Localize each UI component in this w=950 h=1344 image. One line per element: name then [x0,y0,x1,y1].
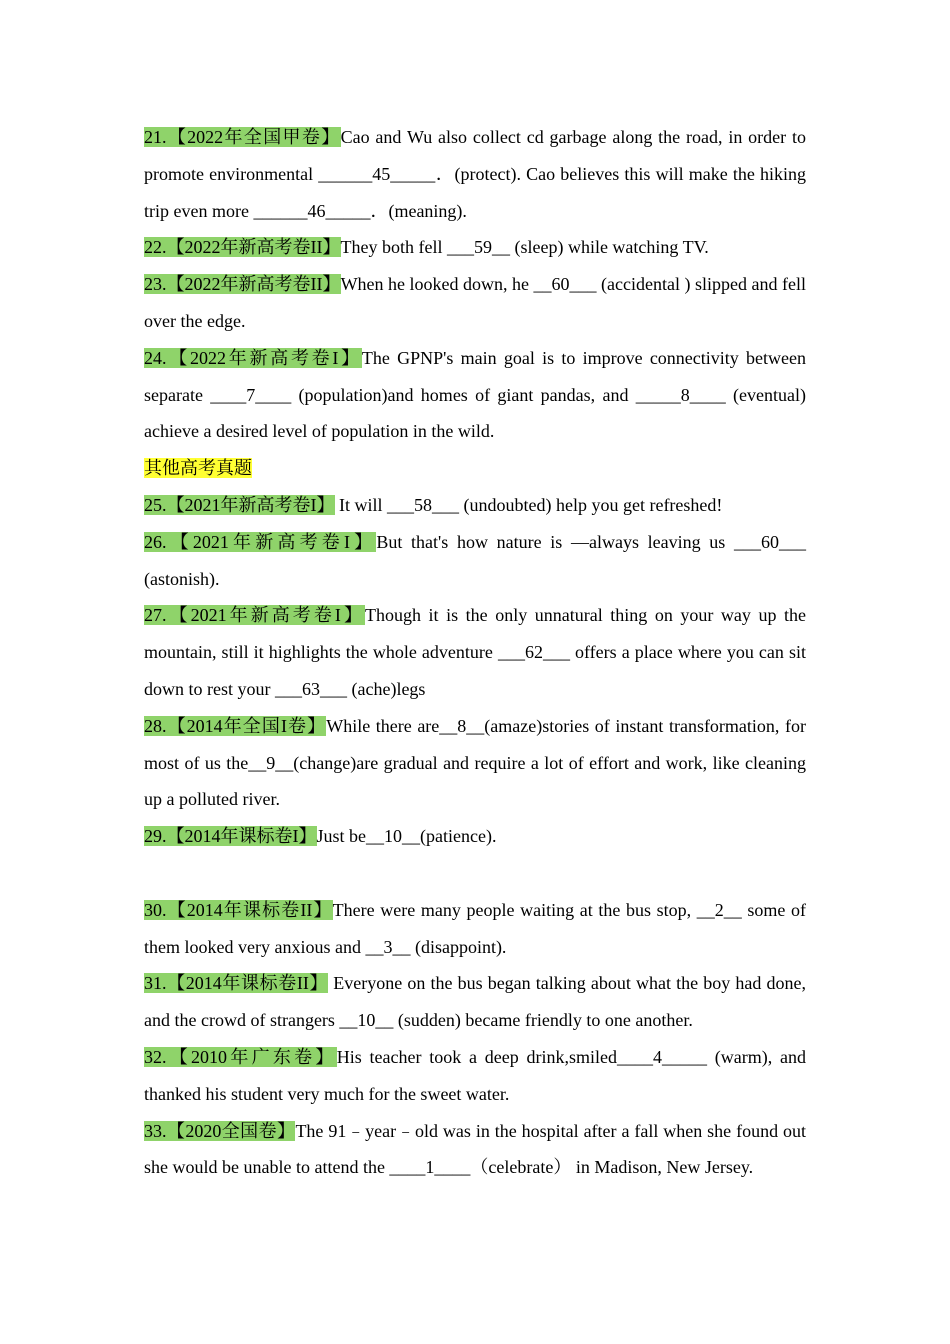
exercise-number: 31. [144,973,167,994]
exercise-number: 29. [144,826,167,847]
exercise-source: 【2022年新高考卷II】 [166,237,341,258]
exercise-text: His teacher took a deep drink,smiled____4_____ (warm), and thanked his student very much for the sweet water. [144,1046,806,1104]
exercise-source-tag [144,274,341,294]
exercise-text: While there are__8__(amaze)stories of instant transformation, for most of us the__9__(change)are gradual and require a lot of effort and work, like cleaning up a polluted river. [144,715,806,810]
exercise-number: 27. [144,605,167,626]
exercise-item-26 [144,524,806,598]
exercise-number: 30. [144,899,167,920]
exercise-number: 21. [144,127,167,147]
exercise-item-22 [144,229,806,266]
exercise-number: 28. [144,715,167,736]
exercise-item-27 [144,597,806,707]
exercise-text: But that's how nature is —always leaving us ___60___ (astonish). [144,531,806,589]
exercise-source: 【2022年新高考卷II】 [166,274,341,295]
exercise-source-tag [144,900,333,920]
exercise-source: 【2022年全国甲卷】 [166,127,341,147]
exercise-source-tag [144,716,326,736]
exercise-item-32 [144,1039,806,1113]
exercise-source-tag [144,973,328,993]
exercise-number: 22. [144,237,167,258]
exercise-source: 【2022年新高考卷I】 [166,347,362,368]
exercise-item-30 [144,892,806,966]
exercise-source: 【2021年新高考卷I】 [166,605,365,626]
exercise-number: 25. [144,494,167,515]
exercise-item-31 [144,965,806,1039]
exercise-text: They both fell ___59__ (sleep) while watching TV. [340,237,709,258]
exercise-source-tag [144,495,335,515]
exercise-item-33 [144,1113,806,1187]
exercise-source-tag [144,532,376,552]
exercise-number: 26. [144,531,167,552]
section-heading-paragraph [144,450,806,487]
exercise-source: 【2014年课标卷I】 [166,826,317,847]
exercise-source: 【2010年广东卷】 [166,1046,337,1067]
exercise-number: 32. [144,1046,167,1067]
exercise-source-tag [144,1121,295,1141]
exercise-text: Though it is the only unnatural thing on your way up the mountain, still it highlights the whole adventure ___62___ offers a place where you can sit down to rest your ___63___ (ache)legs [144,605,806,699]
section-heading: 其他高考真题 [144,458,252,479]
exercise-text: Cao and Wu also collect cd garbage along the road, in order to promote environmental ______45_____．(protect). Cao believes this will make the hiking trip even more ______46_____．(meaning). [144,127,806,221]
exercise-item-23 [144,266,806,340]
exercise-item-21 [144,119,806,229]
exercise-item-25 [144,487,806,524]
exercise-source-tag [144,1047,337,1067]
exercise-text: There were many people waiting at the bus stop, __2__ some of them looked very anxious and __3__ (disappoint). [144,899,806,957]
exercise-number: 33. [144,1120,167,1141]
exercise-text: When he looked down, he __60___ (accidental ) slipped and fell over the edge. [144,274,806,331]
exercise-source-tag [144,127,341,147]
exercise-source: 【2014年课标卷II】 [166,973,329,994]
exercise-source-tag [144,237,341,257]
exercise-source: 【2021年新高考卷I】 [166,494,335,515]
exercise-item-24 [144,340,806,450]
exercise-source: 【2014年全国I卷】 [166,715,327,736]
exercise-item-28 [144,708,806,818]
exercise-text: Everyone on the bus began talking about what the boy had done, and the crowd of strangers __10__ (sudden) became friendly to one another. [144,973,806,1031]
exercise-source-tag [144,605,365,625]
exercise-text: It will ___58___ (undoubted) help you get refreshed! [334,494,723,515]
exercise-text: Just be__10__(patience). [316,826,497,847]
exercise-number: 23. [144,274,167,295]
exercise-list [144,119,806,1186]
exercise-item-29 [144,818,806,855]
exercise-text: The 91﹣year﹣old was in the hospital after a fall when she found out she would be unable to attend the ____1____（celebrate） in Madison, New Jersey. [144,1120,807,1178]
exercise-source-tag [144,826,317,846]
exercise-source-tag [144,348,362,368]
exercise-source: 【2014年课标卷II】 [166,899,333,920]
exercise-text: The GPNP's main goal is to improve connectivity between separate ____7____ (population)and homes of giant pandas, and _____8____ (eventual) achieve a desired level of population in the wild. [144,347,806,442]
exercise-source: 【2020全国卷】 [166,1120,296,1141]
exercise-source: 【2021年新高考卷I】 [166,531,377,552]
exercise-number: 24. [144,347,167,368]
